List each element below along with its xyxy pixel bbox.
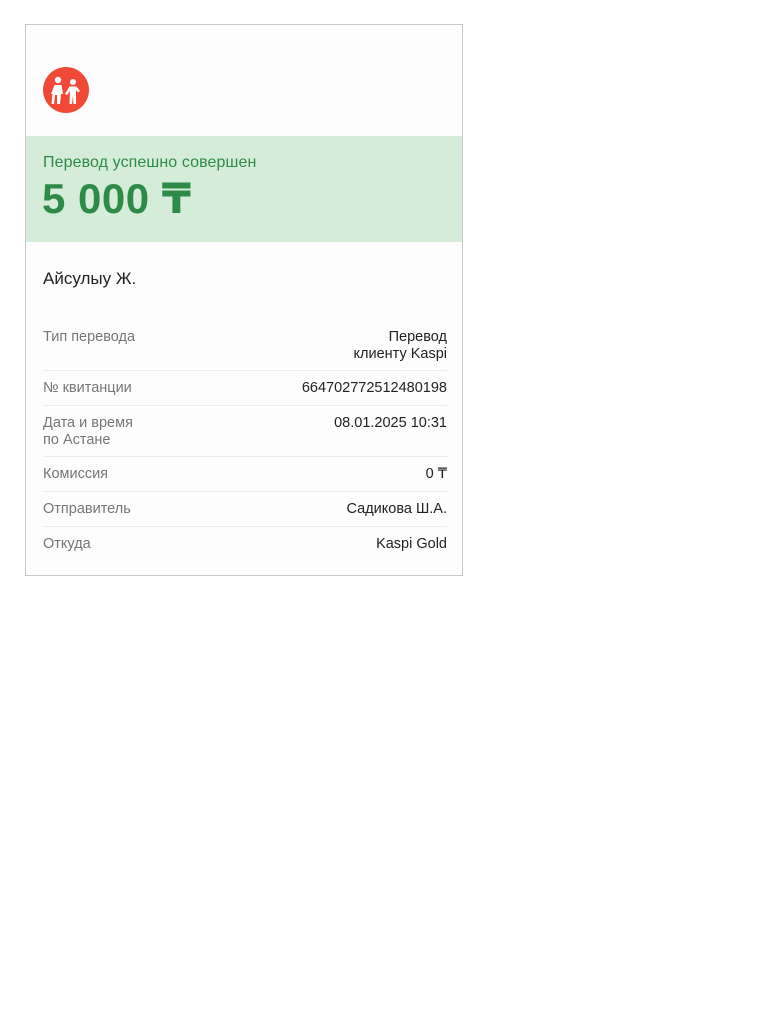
recipient-name: Айсулыу Ж. — [43, 269, 137, 288]
detail-row-commission — [43, 457, 447, 492]
success-banner — [26, 136, 462, 242]
detail-label: № квитанции — [43, 380, 132, 396]
detail-row-transfer-type — [43, 320, 447, 371]
detail-value: 08.01.2025 10:31 — [334, 415, 447, 431]
detail-value: 664702772512480198 — [301, 380, 447, 396]
detail-value: Kaspi Gold — [376, 536, 447, 552]
detail-label: Тип перевода — [43, 329, 136, 345]
detail-row-source — [43, 527, 447, 562]
kaspi-logo-icon — [43, 67, 89, 113]
detail-label: Комиссия — [43, 466, 109, 482]
details-list — [43, 320, 447, 562]
detail-row-receipt-number — [43, 371, 447, 406]
detail-row-sender — [43, 492, 447, 527]
detail-row-datetime — [43, 406, 447, 457]
transfer-amount: 5 000 ₸ — [42, 175, 192, 222]
detail-value: Садикова Ш.А. — [346, 501, 447, 517]
transfer-receipt — [25, 24, 463, 576]
detail-value: 0 ₸ — [425, 466, 447, 482]
detail-label: Откуда — [43, 536, 91, 552]
detail-label: Отправитель — [43, 501, 131, 517]
detail-value: Перевод клиенту Kaspi — [353, 329, 447, 362]
status-title: Перевод успешно совершен — [43, 154, 257, 171]
detail-label: Дата и время по Астане — [43, 415, 133, 448]
